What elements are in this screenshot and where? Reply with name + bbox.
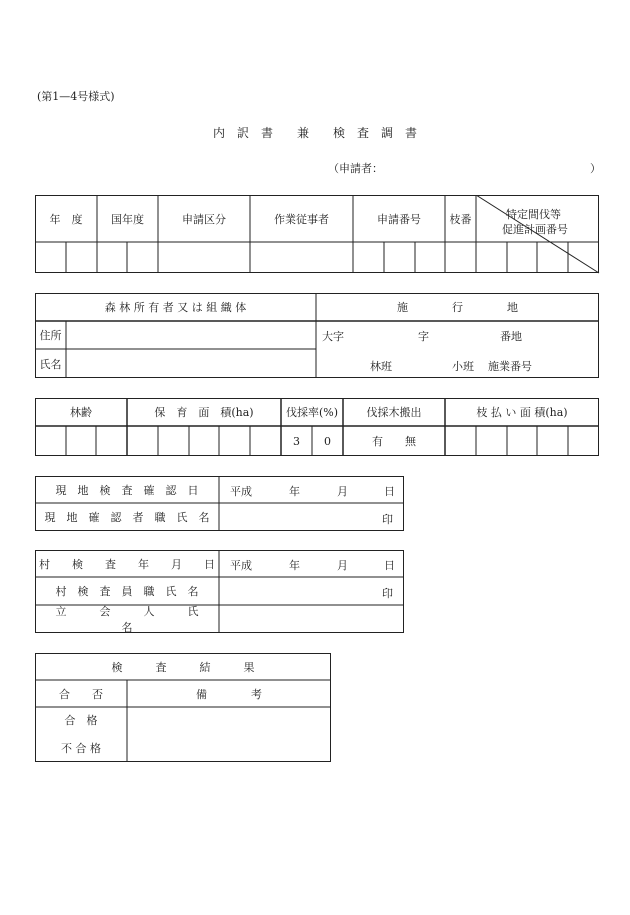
- village-inspection-era: 平成: [230, 559, 252, 572]
- header-national-year: 国年度: [111, 212, 144, 226]
- site-oaza-label: 大字: [322, 330, 344, 343]
- cutting-rate-digit-tens: 3: [293, 434, 300, 448]
- applicant-label: （申請者：: [328, 162, 383, 175]
- village-inspection-year-unit: 年: [289, 559, 300, 572]
- header-pruning-area: 枝 払 い 面 積(ha): [476, 406, 568, 419]
- header-application-type: 申請区分: [182, 212, 226, 226]
- header-branch-number: 枝番: [449, 212, 472, 226]
- pass-option[interactable]: 合 格: [64, 714, 98, 727]
- village-inspection-month-unit: 月: [337, 559, 348, 572]
- owner-header: 森 林 所 有 者 又 は 組 織 体: [104, 301, 247, 314]
- field-confirmer-label: 現 地 確 認 者 職 氏 名: [44, 511, 210, 524]
- field-inspection-day-unit: 日: [384, 485, 395, 498]
- pass-fail-header: 合 否: [59, 687, 103, 701]
- name-label: 氏名: [39, 357, 62, 371]
- site-header: 施 行 地: [397, 301, 518, 314]
- applicant-input[interactable]: [385, 156, 585, 174]
- header-cutting-rate: 伐採率(%): [285, 406, 339, 419]
- site-rinpan-label: 林班: [370, 360, 392, 373]
- header-worker: 作業従事者: [274, 212, 329, 226]
- fail-option[interactable]: 不 合 格: [61, 742, 101, 755]
- header-tending-area: 保 育 面 積(ha): [154, 406, 254, 419]
- page-title: 内 訳 書 兼 検 査 調 書: [212, 126, 417, 140]
- site-banchi-label: 番地: [500, 330, 522, 343]
- address-input[interactable]: [67, 322, 315, 348]
- header-application-number: 申請番号: [377, 212, 421, 226]
- field-confirmer-seal: 印: [382, 513, 393, 526]
- site-aza-label: 字: [418, 330, 429, 343]
- village-inspector-seal: 印: [382, 587, 393, 600]
- remarks-input[interactable]: [128, 708, 330, 761]
- witness-name-label: 立 会 人 氏 名: [55, 605, 232, 634]
- inspection-result-title: 検 査 結 果: [111, 660, 255, 674]
- field-inspection-era: 平成: [230, 485, 252, 498]
- site-shohan-label: 小班: [452, 360, 474, 373]
- remarks-header: 備 考: [196, 687, 262, 701]
- site-operation-number-label: 施業番号: [488, 360, 532, 373]
- address-label: 住所: [39, 329, 62, 342]
- header-carry-out: 伐採木搬出: [366, 406, 422, 419]
- field-inspection-date-label: 現 地 検 査 確 認 日: [55, 483, 199, 497]
- field-inspection-year-unit: 年: [289, 485, 300, 498]
- header-year: 年 度: [49, 212, 83, 226]
- village-inspector-label: 村 検 査 員 職 氏 名: [55, 585, 199, 598]
- carry-out-choice[interactable]: 有 無: [372, 435, 416, 448]
- village-inspection-day-unit: 日: [384, 559, 395, 572]
- header-stand-age: 林齢: [70, 406, 92, 419]
- form-number: (第1—4号様式): [37, 90, 115, 103]
- applicant-close: ）: [590, 162, 601, 175]
- field-inspection-month-unit: 月: [337, 485, 348, 498]
- village-inspection-date-label: 村 検 査 年 月 日: [39, 557, 215, 571]
- name-input[interactable]: [67, 350, 315, 377]
- header-plan-number-line1: 特定間伐等: [506, 208, 561, 221]
- header-plan-number-line2: 促進計画番号: [502, 223, 568, 236]
- cutting-rate-digit-ones: 0: [324, 434, 331, 448]
